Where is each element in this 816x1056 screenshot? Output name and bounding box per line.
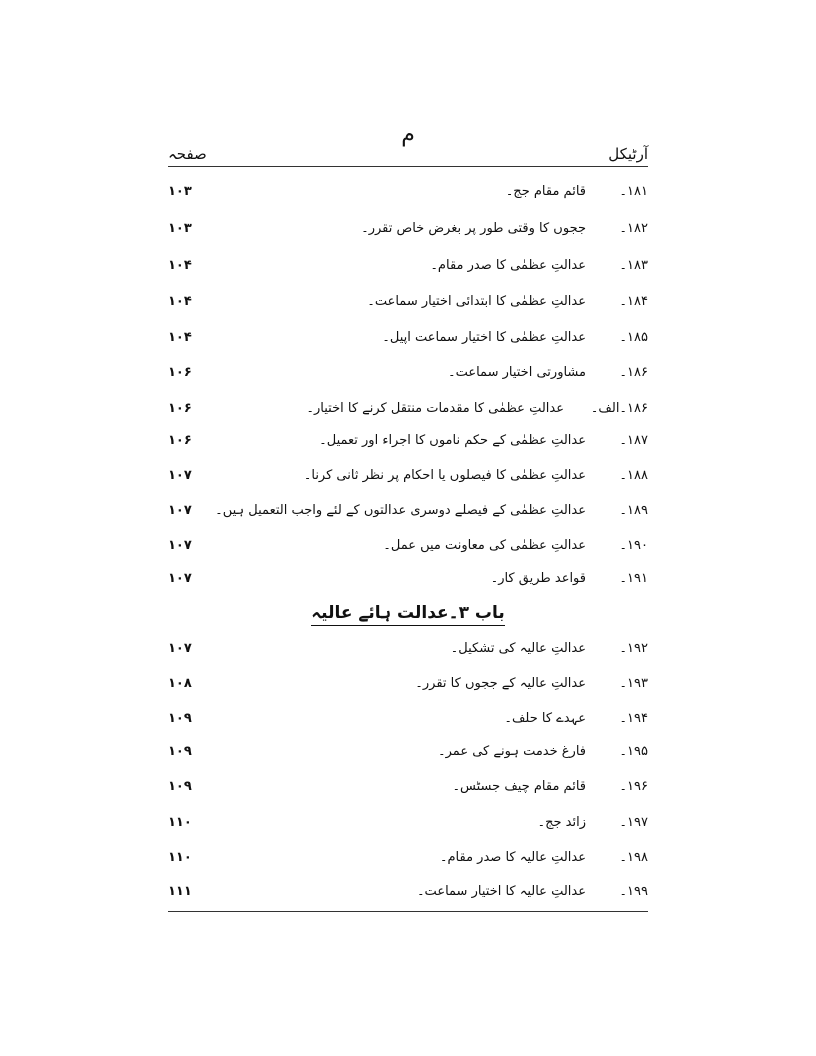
article-number: ۱۹۱۔ — [619, 571, 648, 586]
toc-row — [168, 291, 648, 313]
article-title: مشاورتی اختیار سماعت۔ — [447, 365, 586, 380]
article-title: عدالتِ عظمٰی کے حکم ناموں کا اجراء اور تعمیل۔ — [319, 433, 586, 448]
toc-row — [168, 535, 648, 557]
article-number: ۱۸۴۔ — [619, 294, 648, 309]
article-number: ۱۸۷۔ — [619, 433, 648, 448]
article-number: ۱۸۵۔ — [619, 330, 648, 345]
page-number: ۱۰۷ — [168, 468, 192, 483]
page-number: ۱۰۷ — [168, 641, 192, 656]
article-number: ۱۸۸۔ — [619, 468, 648, 483]
page-number: ۱۰۳ — [168, 184, 192, 199]
article-title: عدالتِ عظمٰی کا مقدمات منتقل کرنے کا اختیار۔ — [306, 401, 564, 416]
article-number: ۱۹۴۔ — [619, 711, 648, 726]
article-number: ۱۸۲۔ — [619, 221, 648, 236]
article-title: قائم مقام چیف جسٹس۔ — [452, 779, 586, 794]
toc-row — [168, 568, 648, 590]
article-title: عدالتِ عظمٰی کے فیصلے دوسری عدالتوں کے لئے واجب التعمیل ہیں۔ — [215, 503, 586, 518]
footer-divider — [168, 911, 648, 912]
page-number: ۱۰۷ — [168, 503, 192, 518]
toc-row — [168, 500, 648, 522]
page-number: ۱۰۶ — [168, 433, 192, 448]
page-number: ۱۰۴ — [168, 330, 192, 345]
article-title: عدالتِ عالیہ کے ججوں کا تقرر۔ — [415, 676, 586, 691]
chapter-heading — [168, 602, 648, 623]
article-title: زائد جج۔ — [537, 815, 586, 830]
toc-row — [168, 847, 648, 869]
article-number: ۱۹۹۔ — [619, 884, 648, 899]
article-number: ۱۸۳۔ — [619, 258, 648, 273]
article-title: عدالتِ عالیہ کا اختیار سماعت۔ — [416, 884, 586, 899]
article-title: فارغ خدمت ہونے کی عمر۔ — [438, 744, 586, 759]
toc-row — [168, 181, 648, 203]
article-number: ۱۹۳۔ — [619, 676, 648, 691]
page-letter: م — [401, 122, 415, 147]
article-number: ۱۹۶۔ — [619, 779, 648, 794]
toc-row — [168, 218, 648, 240]
header-page-label: صفحہ — [168, 145, 207, 163]
page-number: ۱۱۰ — [168, 815, 192, 830]
toc-row — [168, 362, 648, 384]
page-number: ۱۱۰ — [168, 850, 192, 865]
article-title: ججوں کا وقتی طور پر بغرض خاص تقرر۔ — [361, 221, 586, 236]
toc-row — [168, 255, 648, 277]
toc-row — [168, 430, 648, 452]
article-title: قائم مقام جج۔ — [505, 184, 586, 199]
toc-row — [168, 708, 648, 730]
toc-row — [168, 776, 648, 798]
article-title: عدالتِ عظمٰی کا صدر مقام۔ — [430, 258, 586, 273]
page-number: ۱۰۴ — [168, 258, 192, 273]
article-number: ۱۸۶۔ — [619, 365, 648, 380]
page-number: ۱۰۷ — [168, 538, 192, 553]
article-title: عدالتِ عالیہ کی تشکیل۔ — [450, 641, 586, 656]
page-number: ۱۰۹ — [168, 779, 192, 794]
article-number: ۱۹۵۔ — [619, 744, 648, 759]
article-title: عدالتِ عالیہ کا صدر مقام۔ — [439, 850, 586, 865]
toc-header — [168, 145, 648, 167]
article-title: عہدے کا حلف۔ — [504, 711, 586, 726]
toc-row — [168, 812, 648, 834]
header-article-label: آرٹیکل — [608, 145, 648, 163]
page-number: ۱۰۳ — [168, 221, 192, 236]
page-number: ۱۰۷ — [168, 571, 192, 586]
toc-row — [168, 398, 648, 420]
article-number: ۱۹۸۔ — [619, 850, 648, 865]
article-number: ۱۹۰۔ — [619, 538, 648, 553]
article-title: عدالتِ عظمٰی کی معاونت میں عمل۔ — [383, 538, 586, 553]
toc-row — [168, 881, 648, 903]
article-number: ۱۸۹۔ — [619, 503, 648, 518]
header-divider — [168, 166, 648, 167]
article-title: قواعد طریق کار۔ — [490, 571, 586, 586]
chapter-heading-text: باب ۳۔عدالت ہائے عالیہ — [311, 603, 505, 626]
page-number: ۱۰۸ — [168, 676, 192, 691]
toc-row — [168, 327, 648, 349]
page-number: ۱۰۴ — [168, 294, 192, 309]
page-number: ۱۰۹ — [168, 744, 192, 759]
toc-row — [168, 673, 648, 695]
toc-row — [168, 638, 648, 660]
article-title: عدالتِ عظمٰی کا فیصلوں یا احکام پر نظر ثانی کرنا۔ — [303, 468, 586, 483]
toc-row — [168, 741, 648, 763]
page-number: ۱۱۱ — [168, 884, 192, 899]
article-number: ۱۹۲۔ — [619, 641, 648, 656]
toc-row — [168, 465, 648, 487]
page-number: ۱۰۹ — [168, 711, 192, 726]
article-title: عدالتِ عظمٰی کا ابتدائی اختیار سماعت۔ — [367, 294, 586, 309]
article-number: ۱۸۱۔ — [619, 184, 648, 199]
page-number: ۱۰۶ — [168, 365, 192, 380]
article-number: ۱۹۷۔ — [619, 815, 648, 830]
article-number: ۱۸۶۔الف۔ — [590, 401, 648, 416]
article-title: عدالتِ عظمٰی کا اختیار سماعت اپیل۔ — [382, 330, 586, 345]
page-number: ۱۰۶ — [168, 401, 192, 416]
